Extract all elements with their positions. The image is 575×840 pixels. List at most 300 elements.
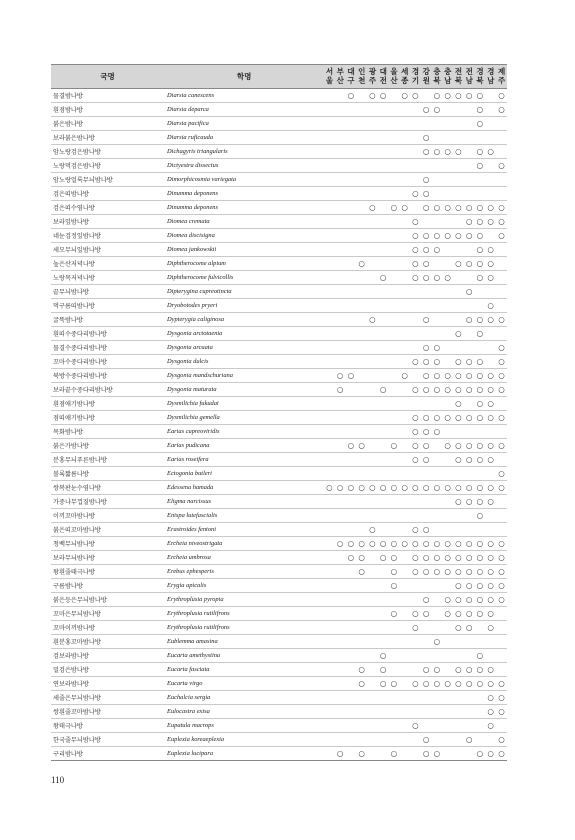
presence-marker: ○	[432, 425, 443, 439]
presence-marker: ○	[346, 439, 357, 453]
presence-marker: ○	[464, 663, 475, 677]
empty-cell	[399, 607, 410, 621]
empty-cell	[324, 467, 335, 481]
empty-cell	[335, 397, 346, 411]
empty-cell	[475, 691, 486, 705]
empty-cell	[367, 677, 378, 691]
empty-cell	[410, 509, 421, 523]
empty-cell	[432, 439, 443, 453]
presence-marker: ○	[421, 747, 432, 761]
empty-cell	[367, 607, 378, 621]
empty-cell	[335, 705, 346, 719]
korean-name-cell: 볼록짧름나방	[51, 467, 164, 481]
scientific-name-cell: Diomea jankowskii	[164, 243, 324, 257]
empty-cell	[453, 467, 464, 481]
empty-cell	[378, 187, 389, 201]
empty-cell	[378, 607, 389, 621]
presence-marker: ○	[410, 565, 421, 579]
empty-cell	[378, 327, 389, 341]
table-row	[51, 131, 507, 145]
empty-cell	[475, 299, 486, 313]
empty-cell	[324, 341, 335, 355]
presence-marker: ○	[335, 747, 346, 761]
presence-marker: ○	[421, 369, 432, 383]
korean-name-cell: 암노랑검은밤나방	[51, 145, 164, 159]
empty-cell	[496, 173, 507, 187]
empty-cell	[356, 131, 367, 145]
empty-cell	[485, 733, 496, 747]
table-row	[51, 313, 507, 327]
empty-cell	[496, 117, 507, 131]
empty-cell	[421, 117, 432, 131]
empty-cell	[432, 579, 443, 593]
table-row	[51, 509, 507, 523]
presence-marker: ○	[475, 383, 486, 397]
empty-cell	[399, 467, 410, 481]
scientific-name-cell: Dysmilichia fukudai	[164, 397, 324, 411]
presence-marker: ○	[485, 537, 496, 551]
presence-marker: ○	[356, 439, 367, 453]
empty-cell	[410, 733, 421, 747]
empty-cell	[378, 593, 389, 607]
empty-cell	[410, 341, 421, 355]
presence-marker: ○	[421, 663, 432, 677]
empty-cell	[485, 355, 496, 369]
empty-cell	[432, 299, 443, 313]
presence-marker: ○	[496, 201, 507, 215]
table-row	[51, 551, 507, 565]
empty-cell	[421, 719, 432, 733]
empty-cell	[389, 313, 400, 327]
presence-marker: ○	[453, 551, 464, 565]
presence-marker: ○	[410, 439, 421, 453]
presence-marker: ○	[485, 579, 496, 593]
empty-cell	[378, 425, 389, 439]
empty-cell	[356, 285, 367, 299]
scientific-name-cell: Dinumma deponens	[164, 201, 324, 215]
empty-cell	[410, 145, 421, 159]
presence-marker: ○	[356, 677, 367, 691]
presence-marker: ○	[410, 257, 421, 271]
presence-marker: ○	[421, 271, 432, 285]
empty-cell	[421, 327, 432, 341]
presence-marker: ○	[442, 383, 453, 397]
empty-cell	[346, 635, 357, 649]
empty-cell	[346, 187, 357, 201]
empty-cell	[399, 677, 410, 691]
empty-cell	[464, 299, 475, 313]
empty-cell	[389, 691, 400, 705]
empty-cell	[389, 271, 400, 285]
empty-cell	[356, 341, 367, 355]
empty-cell	[324, 579, 335, 593]
empty-cell	[410, 663, 421, 677]
empty-cell	[367, 565, 378, 579]
korean-name-cell: 보라붉은밤나방	[51, 131, 164, 145]
empty-cell	[389, 103, 400, 117]
empty-cell	[356, 117, 367, 131]
presence-marker: ○	[453, 201, 464, 215]
table-row	[51, 103, 507, 117]
empty-cell	[464, 705, 475, 719]
scientific-name-cell: Enispa lutefascialis	[164, 509, 324, 523]
empty-cell	[367, 439, 378, 453]
empty-cell	[475, 425, 486, 439]
empty-cell	[367, 131, 378, 145]
table-row	[51, 705, 507, 719]
empty-cell	[335, 523, 346, 537]
empty-cell	[324, 649, 335, 663]
scientific-name-cell: Erythroplusia rutilifrons	[164, 621, 324, 635]
empty-cell	[421, 467, 432, 481]
presence-marker: ○	[432, 383, 443, 397]
presence-marker: ○	[356, 481, 367, 495]
empty-cell	[346, 677, 357, 691]
presence-marker: ○	[410, 481, 421, 495]
scientific-name-cell: Dysgonia maturata	[164, 383, 324, 397]
presence-marker: ○	[464, 411, 475, 425]
korean-name-cell: 암노랑얼룩무늬밤나방	[51, 173, 164, 187]
empty-cell	[399, 733, 410, 747]
empty-cell	[389, 299, 400, 313]
presence-marker: ○	[442, 229, 453, 243]
presence-marker: ○	[421, 201, 432, 215]
presence-marker: ○	[496, 229, 507, 243]
empty-cell	[432, 117, 443, 131]
korean-name-cell: 쌍복판눈수염나방	[51, 481, 164, 495]
empty-cell	[432, 621, 443, 635]
empty-cell	[378, 495, 389, 509]
table-row	[51, 481, 507, 495]
empty-cell	[335, 719, 346, 733]
scientific-name-cell: Euplexia lucipara	[164, 747, 324, 761]
empty-cell	[324, 383, 335, 397]
presence-marker: ○	[453, 383, 464, 397]
table-row	[51, 341, 507, 355]
empty-cell	[335, 411, 346, 425]
empty-cell	[367, 271, 378, 285]
empty-cell	[356, 733, 367, 747]
empty-cell	[496, 397, 507, 411]
presence-marker: ○	[464, 579, 475, 593]
presence-marker: ○	[475, 117, 486, 131]
empty-cell	[453, 425, 464, 439]
scientific-name-cell: Eucarta fasciata	[164, 663, 324, 677]
presence-marker: ○	[453, 355, 464, 369]
presence-marker: ○	[421, 453, 432, 467]
empty-cell	[485, 523, 496, 537]
empty-cell	[496, 425, 507, 439]
empty-cell	[464, 159, 475, 173]
empty-cell	[356, 411, 367, 425]
empty-cell	[475, 341, 486, 355]
empty-cell	[442, 523, 453, 537]
empty-cell	[442, 243, 453, 257]
korean-name-cell: 가중나무껍질밤나방	[51, 495, 164, 509]
presence-marker: ○	[356, 565, 367, 579]
region-header: 경 남	[485, 65, 496, 89]
presence-marker: ○	[432, 369, 443, 383]
empty-cell	[464, 635, 475, 649]
presence-marker: ○	[485, 551, 496, 565]
empty-cell	[346, 453, 357, 467]
presence-marker: ○	[464, 369, 475, 383]
empty-cell	[421, 579, 432, 593]
empty-cell	[378, 285, 389, 299]
empty-cell	[335, 201, 346, 215]
presence-marker: ○	[485, 663, 496, 677]
presence-marker: ○	[399, 201, 410, 215]
empty-cell	[389, 397, 400, 411]
presence-marker: ○	[389, 579, 400, 593]
scientific-name-cell: Eucarta virgo	[164, 677, 324, 691]
empty-cell	[389, 355, 400, 369]
presence-marker: ○	[496, 103, 507, 117]
empty-cell	[432, 705, 443, 719]
empty-cell	[453, 271, 464, 285]
presence-marker: ○	[432, 481, 443, 495]
empty-cell	[356, 103, 367, 117]
scientific-name-cell: Diarsia deparca	[164, 103, 324, 117]
empty-cell	[399, 691, 410, 705]
empty-cell	[335, 635, 346, 649]
empty-cell	[410, 103, 421, 117]
korean-name-cell: 꼬마은무늬밤나방	[51, 607, 164, 621]
empty-cell	[367, 733, 378, 747]
korean-name-cell: 끝무늬밤나방	[51, 285, 164, 299]
empty-cell	[324, 369, 335, 383]
scientific-name-header: 학명	[164, 65, 324, 89]
empty-cell	[356, 299, 367, 313]
presence-marker: ○	[421, 607, 432, 621]
presence-marker: ○	[485, 691, 496, 705]
empty-cell	[399, 187, 410, 201]
presence-marker: ○	[475, 537, 486, 551]
empty-cell	[485, 103, 496, 117]
presence-marker: ○	[389, 551, 400, 565]
empty-cell	[389, 131, 400, 145]
empty-cell	[432, 173, 443, 187]
region-header: 강 원	[421, 65, 432, 89]
table-row	[51, 187, 507, 201]
empty-cell	[399, 593, 410, 607]
table-row	[51, 159, 507, 173]
empty-cell	[378, 579, 389, 593]
empty-cell	[346, 397, 357, 411]
empty-cell	[378, 691, 389, 705]
empty-cell	[421, 635, 432, 649]
empty-cell	[378, 159, 389, 173]
empty-cell	[346, 327, 357, 341]
empty-cell	[367, 411, 378, 425]
empty-cell	[324, 663, 335, 677]
empty-cell	[346, 257, 357, 271]
empty-cell	[367, 159, 378, 173]
empty-cell	[410, 593, 421, 607]
presence-marker: ○	[453, 369, 464, 383]
korean-name-cell: 흰띠수중다리밤나방	[51, 327, 164, 341]
empty-cell	[421, 397, 432, 411]
presence-marker: ○	[496, 579, 507, 593]
empty-cell	[399, 635, 410, 649]
empty-cell	[367, 145, 378, 159]
empty-cell	[389, 467, 400, 481]
presence-marker: ○	[464, 495, 475, 509]
presence-marker: ○	[421, 425, 432, 439]
scientific-name-cell: Eligma narcissus	[164, 495, 324, 509]
empty-cell	[453, 341, 464, 355]
empty-cell	[356, 453, 367, 467]
empty-cell	[367, 551, 378, 565]
empty-cell	[442, 355, 453, 369]
presence-marker: ○	[485, 243, 496, 257]
presence-marker: ○	[378, 481, 389, 495]
presence-marker: ○	[432, 271, 443, 285]
presence-marker: ○	[378, 551, 389, 565]
presence-marker: ○	[335, 383, 346, 397]
empty-cell	[346, 579, 357, 593]
empty-cell	[335, 257, 346, 271]
presence-marker: ○	[496, 341, 507, 355]
scientific-name-cell: Diomea cremata	[164, 215, 324, 229]
table-row	[51, 467, 507, 481]
empty-cell	[378, 341, 389, 355]
empty-cell	[496, 299, 507, 313]
scientific-name-cell: Diarsia pacifica	[164, 117, 324, 131]
scientific-name-cell: Earias cupreoviridis	[164, 425, 324, 439]
empty-cell	[464, 467, 475, 481]
empty-cell	[324, 509, 335, 523]
empty-cell	[378, 299, 389, 313]
empty-cell	[464, 187, 475, 201]
empty-cell	[410, 173, 421, 187]
presence-marker: ○	[475, 243, 486, 257]
empty-cell	[421, 649, 432, 663]
empty-cell	[442, 159, 453, 173]
empty-cell	[442, 705, 453, 719]
presence-marker: ○	[442, 677, 453, 691]
empty-cell	[324, 243, 335, 257]
presence-marker: ○	[485, 299, 496, 313]
region-header: 경 기	[410, 65, 421, 89]
empty-cell	[367, 299, 378, 313]
empty-cell	[367, 691, 378, 705]
empty-cell	[485, 117, 496, 131]
presence-marker: ○	[496, 89, 507, 103]
empty-cell	[399, 299, 410, 313]
empty-cell	[496, 649, 507, 663]
korean-name-cell: 흰점밤나방	[51, 103, 164, 117]
empty-cell	[496, 271, 507, 285]
presence-marker: ○	[442, 607, 453, 621]
presence-marker: ○	[464, 537, 475, 551]
presence-marker: ○	[421, 411, 432, 425]
empty-cell	[346, 663, 357, 677]
scientific-name-cell: Eupatula macrops	[164, 719, 324, 733]
empty-cell	[410, 131, 421, 145]
presence-marker: ○	[442, 411, 453, 425]
table-row	[51, 229, 507, 243]
empty-cell	[442, 187, 453, 201]
empty-cell	[356, 467, 367, 481]
empty-cell	[399, 649, 410, 663]
presence-marker: ○	[475, 257, 486, 271]
empty-cell	[335, 733, 346, 747]
empty-cell	[367, 355, 378, 369]
presence-marker: ○	[442, 271, 453, 285]
presence-marker: ○	[453, 593, 464, 607]
empty-cell	[475, 621, 486, 635]
presence-marker: ○	[421, 187, 432, 201]
presence-marker: ○	[378, 649, 389, 663]
empty-cell	[399, 747, 410, 761]
presence-marker: ○	[346, 369, 357, 383]
empty-cell	[421, 285, 432, 299]
presence-marker: ○	[432, 103, 443, 117]
presence-marker: ○	[485, 747, 496, 761]
empty-cell	[335, 341, 346, 355]
empty-cell	[453, 649, 464, 663]
empty-cell	[485, 229, 496, 243]
empty-cell	[324, 425, 335, 439]
empty-cell	[410, 747, 421, 761]
korean-name-cell: 검은띠수염나방	[51, 201, 164, 215]
presence-marker: ○	[485, 439, 496, 453]
empty-cell	[378, 635, 389, 649]
empty-cell	[389, 285, 400, 299]
scientific-name-cell: Ercheia niveostrigata	[164, 537, 324, 551]
presence-marker: ○	[496, 747, 507, 761]
scientific-name-cell: Erythroplusia rutilifrons	[164, 607, 324, 621]
empty-cell	[346, 495, 357, 509]
empty-cell	[410, 285, 421, 299]
empty-cell	[399, 383, 410, 397]
korean-name-cell: 붉은등은무늬밤나방	[51, 593, 164, 607]
empty-cell	[421, 89, 432, 103]
korean-name-cell: 왕흰줄태극나방	[51, 565, 164, 579]
empty-cell	[399, 663, 410, 677]
presence-marker: ○	[475, 481, 486, 495]
presence-marker: ○	[389, 481, 400, 495]
presence-marker: ○	[389, 607, 400, 621]
korean-name-cell: 흰점애기밤나방	[51, 397, 164, 411]
empty-cell	[346, 229, 357, 243]
empty-cell	[442, 397, 453, 411]
empty-cell	[335, 551, 346, 565]
empty-cell	[410, 705, 421, 719]
empty-cell	[324, 257, 335, 271]
empty-cell	[346, 131, 357, 145]
presence-marker: ○	[378, 89, 389, 103]
empty-cell	[324, 397, 335, 411]
presence-marker: ○	[453, 663, 464, 677]
empty-cell	[335, 173, 346, 187]
region-header: 경 북	[475, 65, 486, 89]
presence-marker: ○	[485, 215, 496, 229]
presence-marker: ○	[410, 411, 421, 425]
presence-marker: ○	[485, 369, 496, 383]
empty-cell	[432, 607, 443, 621]
scientific-name-cell: Euplexia koreaeplexia	[164, 733, 324, 747]
empty-cell	[399, 509, 410, 523]
presence-marker: ○	[496, 691, 507, 705]
empty-cell	[453, 131, 464, 145]
korean-name-header: 국명	[51, 65, 164, 89]
empty-cell	[378, 509, 389, 523]
empty-cell	[367, 495, 378, 509]
presence-marker: ○	[464, 733, 475, 747]
empty-cell	[367, 397, 378, 411]
